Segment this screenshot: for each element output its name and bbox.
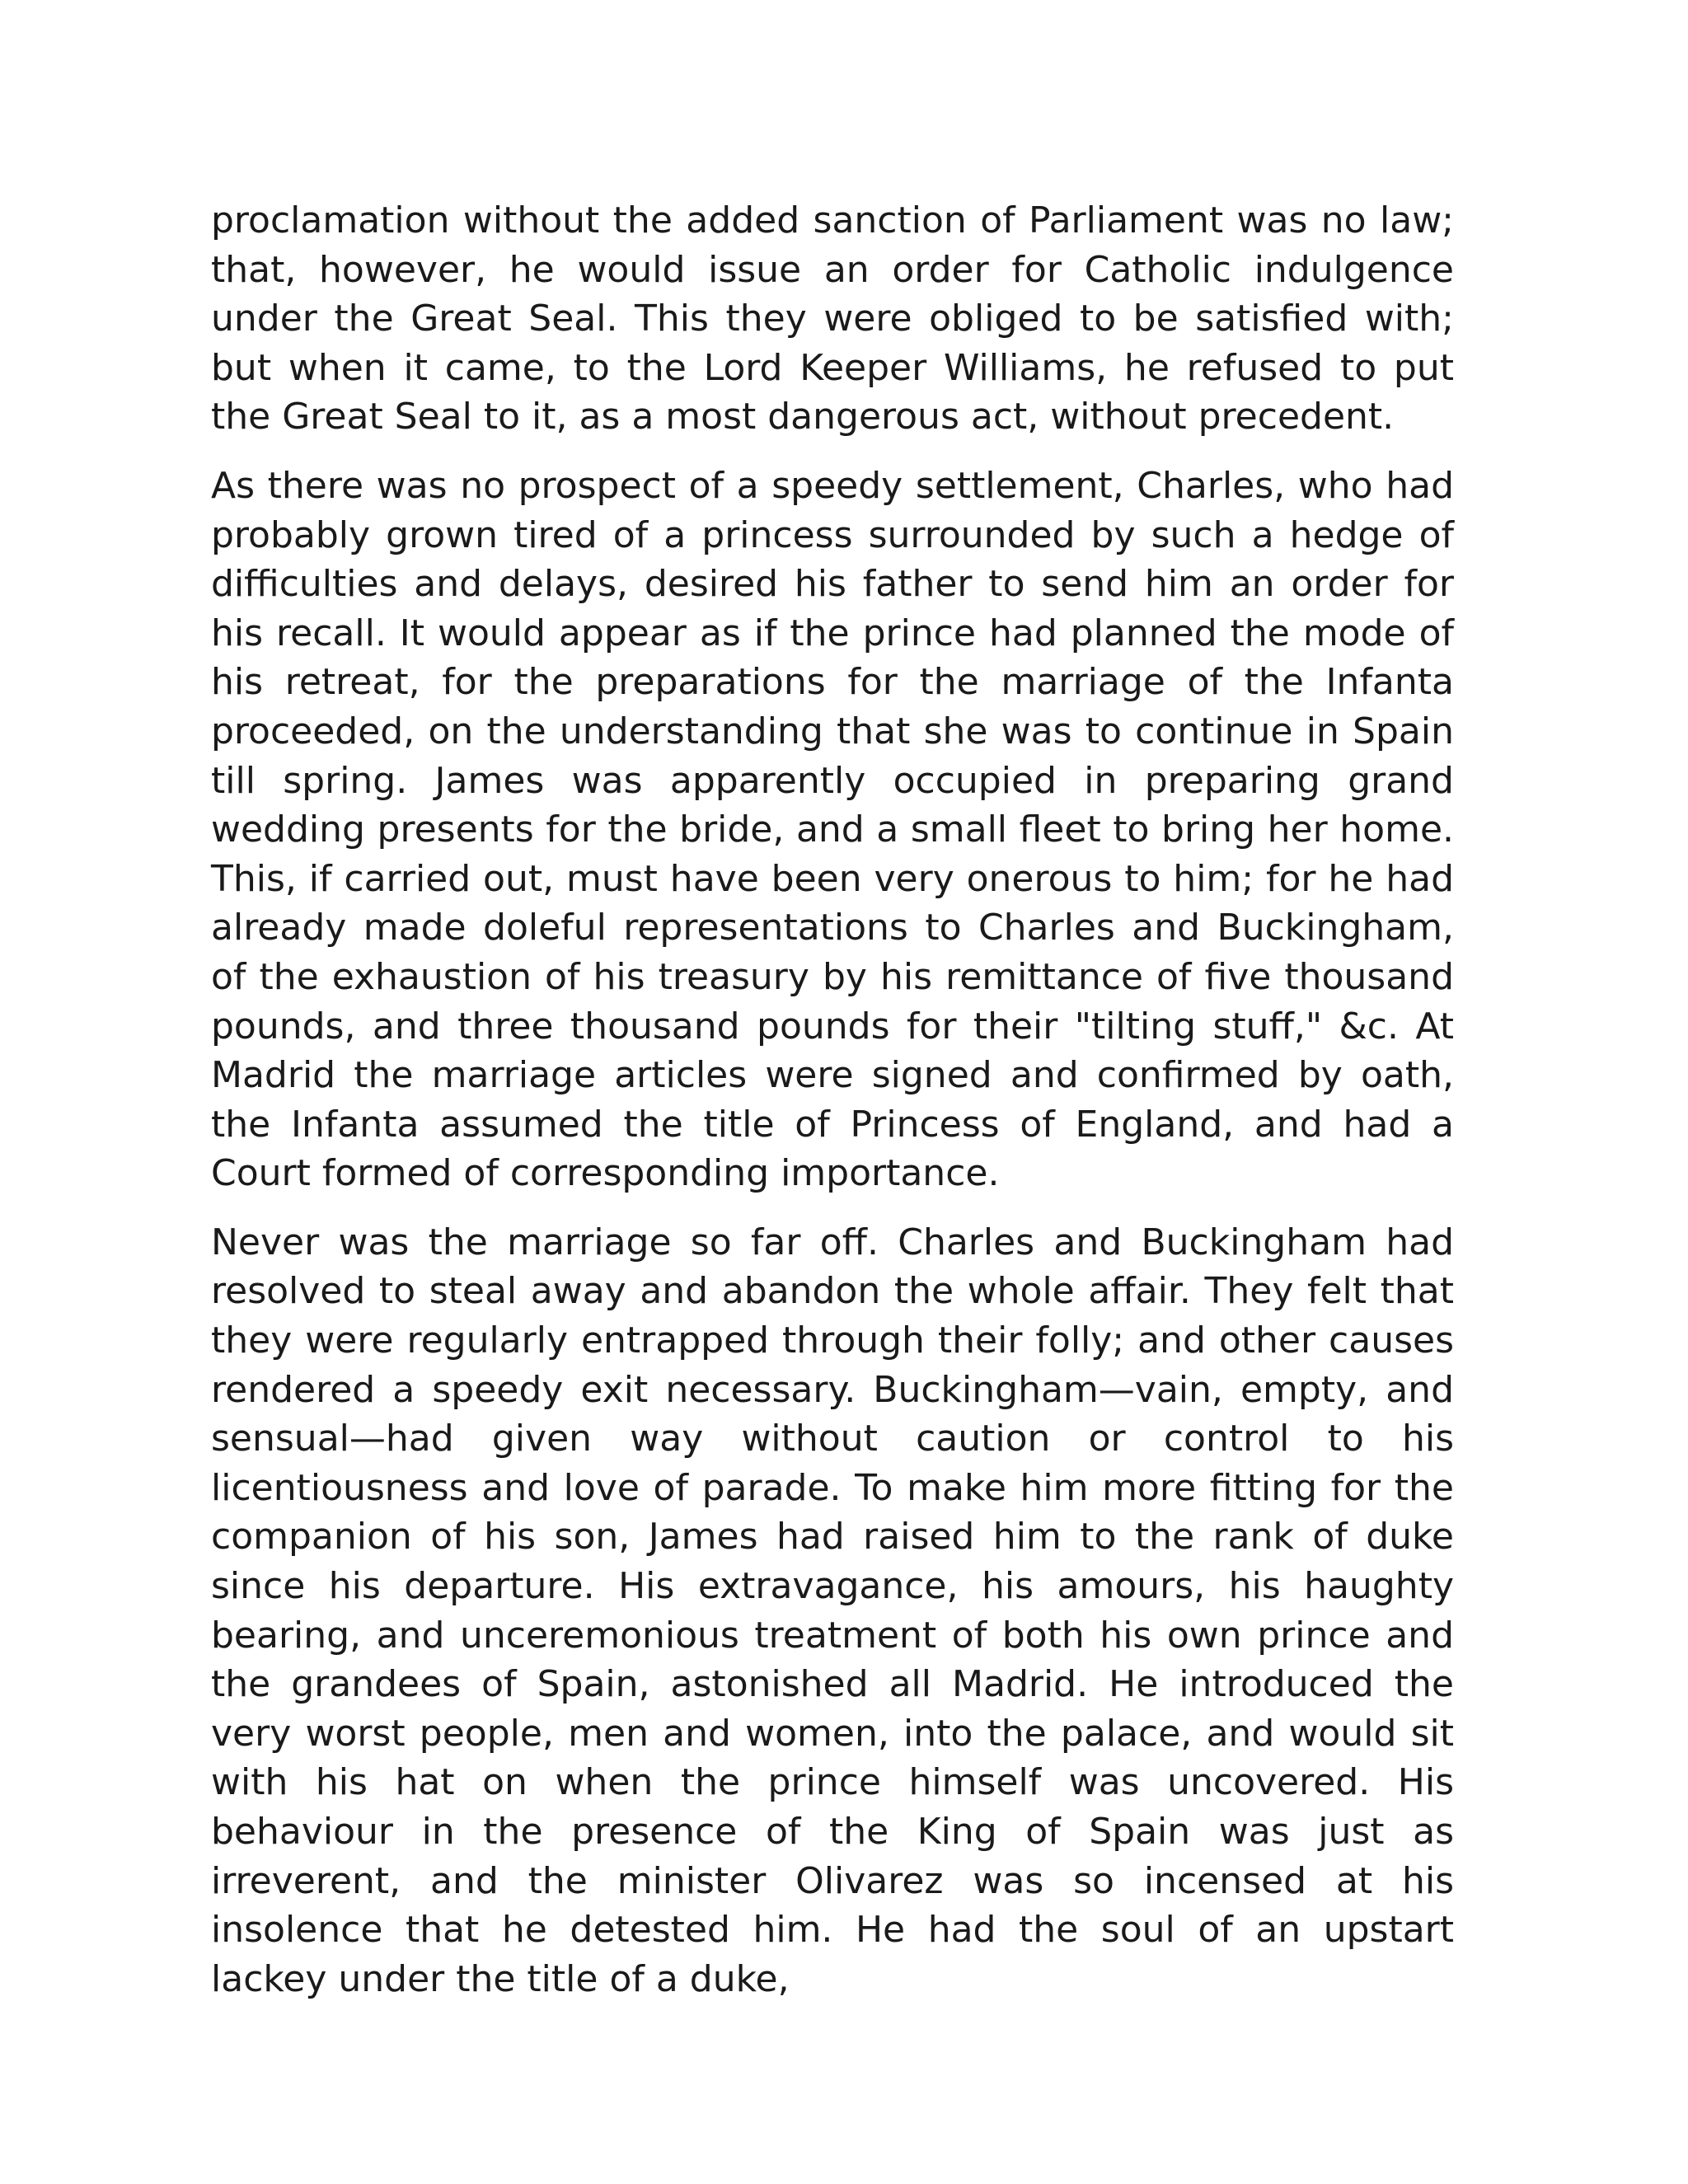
page-body — [211, 196, 1454, 2023]
paragraph-3: Never was the marriage so far off. Charles and Buckingham had resolved to steal away and abandon the whole affair. They felt that they were regularly entrapped through their folly; and other causes rendered a speedy exit necessary. Buckingham—vain, empty, and sensual—had given way without caution or control to his licentiousness and love of parade. To make him more fitting for the companion of his son, James had raised him to the rank of duke since his departure. His extravagance, his amours, his haughty bearing, and unceremonious treatment of both his own prince and the grandees of Spain, astonished all Madrid. He introduced the very worst people, men and women, into the palace, and would sit with his hat on when the prince himself was uncovered. His behaviour in the presence of the King of Spain was just as irreverent, and the minister Olivarez was so incensed at his insolence that he detested him. He had the soul of an upstart lackey under the title of a duke, — [211, 1221, 1454, 2000]
paragraph-1: proclamation without the added sanction of Parliament was no law; that, however, he would issue an order for Catholic indulgence under the Great Seal. This they were obliged to be satisfied with; but when it came, to the Lord Keeper Williams, he refused to put the Great Seal to it, as a most dangerous act, without precedent. — [211, 199, 1454, 438]
paragraph-2: As there was no prospect of a speedy settlement, Charles, who had probably grown tired of a princess surrounded by such a hedge of difficulties and delays, desired his father to send him an order for his recall. It would appear as if the prince had planned the mode of his retreat, for the preparations for the marriage of the Infanta proceeded, on the understanding that she was to continue in Spain till spring. James was apparently occupied in preparing grand wedding presents for the bride, and a small fleet to bring her home. This, if carried out, must have been very onerous to him; for he had already made doleful representations to Charles and Buckingham, of the exhaustion of his treasury by his remittance of five thousand pounds, and three thousand pounds for their "tilting stuff," &c. At Madrid the marriage articles were signed and confirmed by oath, the Infanta assumed the title of Princess of England, and had a Court formed of corresponding importance. — [211, 464, 1454, 1195]
